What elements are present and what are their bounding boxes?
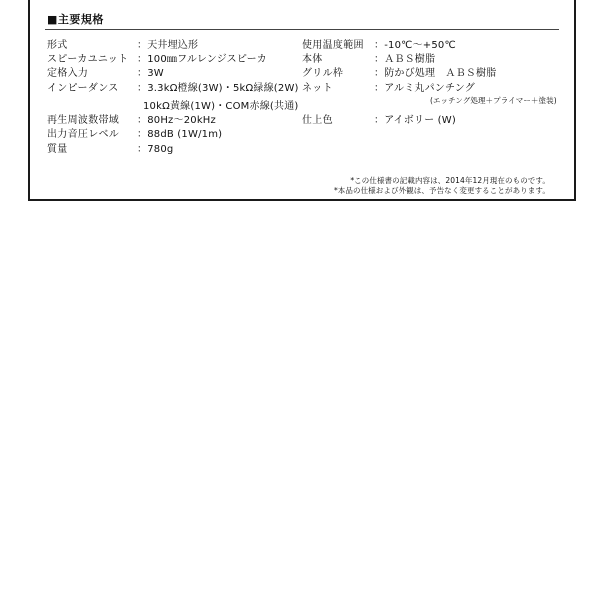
spec-label: スピーカユニット (47, 54, 129, 65)
spec-value: ：アイボリー (W) (374, 115, 456, 126)
net-note: (エッチング処理＋プライマー＋塗装) (430, 96, 557, 105)
spec-label: グリル枠 (302, 68, 344, 79)
spec-value: ：天井埋込形 (137, 40, 199, 51)
spec-value: ：-10℃～+50℃ (374, 40, 456, 51)
spec-value: ：ＡＢＳ樹脂 (374, 54, 436, 65)
spec-label: 出力音圧レベル (47, 129, 120, 140)
spec-box (28, 0, 576, 201)
spec-label: 形式 (47, 40, 68, 51)
spec-label: 仕上色 (302, 115, 333, 126)
spec-value: ：88dB (1W/1m) (137, 129, 223, 140)
title-divider (45, 29, 559, 30)
spec-label: ネット (302, 83, 333, 94)
spec-value: ：防かび処理 ＡＢＳ樹脂 (374, 68, 497, 79)
spec-value: ：780g (137, 144, 174, 155)
spec-value: ：アルミ丸パンチング (374, 83, 475, 94)
spec-label: 質量 (47, 144, 68, 155)
spec-label: 定格入力 (47, 68, 89, 79)
spec-value: ：3W (137, 68, 164, 79)
spec-label: 本体 (302, 54, 323, 65)
spec-value: ：80Hz～20kHz (137, 115, 216, 126)
spec-value: ：3.3kΩ橙線(3W)・5kΩ緑線(2W) (137, 83, 299, 94)
footnote-change-notice: *本品の仕様および外観は、予告なく変更することがあります。 (333, 186, 550, 195)
footnote-date: *この仕様書の記載内容は、2014年12月現在のものです。 (350, 176, 550, 185)
spec-label: インピーダンス (47, 83, 119, 94)
spec-label: 再生周波数帯域 (47, 115, 120, 126)
spec-value: ：100㎜フルレンジスピーカ (137, 54, 267, 65)
impedance-extra: 10kΩ黄線(1W)・COM赤線(共通) (143, 101, 299, 112)
spec-label: 使用温度範囲 (302, 40, 364, 51)
section-title: ■主要規格 (47, 13, 104, 26)
